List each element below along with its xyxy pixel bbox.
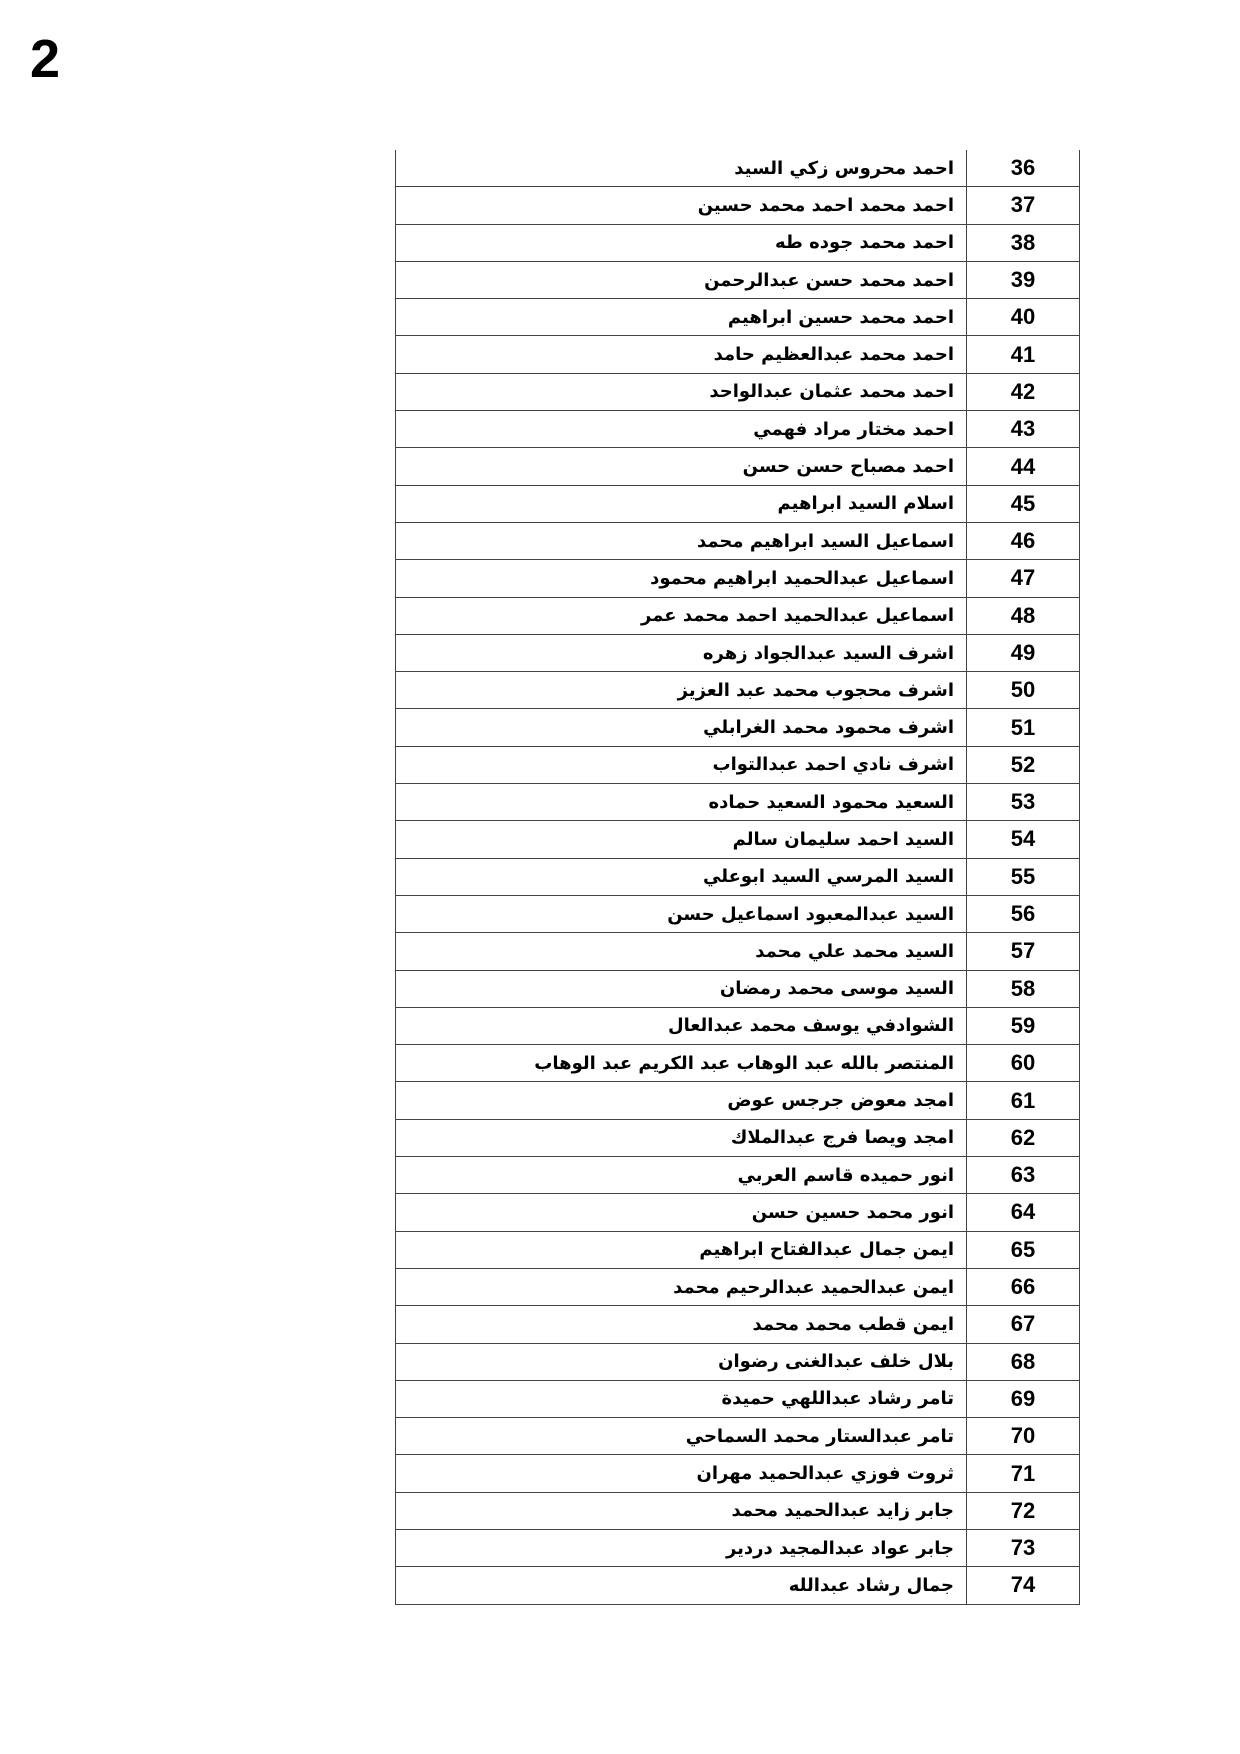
number-cell: 57 bbox=[967, 933, 1080, 970]
name-cell: امجد معوض جرجس عوض bbox=[396, 1082, 967, 1119]
name-cell: جمال رشاد عبدالله bbox=[396, 1567, 967, 1604]
table-row bbox=[396, 485, 1080, 522]
table-row bbox=[396, 1045, 1080, 1082]
table-row bbox=[396, 1306, 1080, 1343]
name-cell: الشوادفي يوسف محمد عبدالعال bbox=[396, 1007, 967, 1044]
number-cell: 65 bbox=[967, 1231, 1080, 1268]
number-cell: 40 bbox=[967, 299, 1080, 336]
name-cell: اسماعيل عبدالحميد احمد محمد عمر bbox=[396, 597, 967, 634]
table-row bbox=[396, 597, 1080, 634]
table-row bbox=[396, 336, 1080, 373]
number-cell: 71 bbox=[967, 1455, 1080, 1492]
number-cell: 62 bbox=[967, 1119, 1080, 1156]
table-row bbox=[396, 1455, 1080, 1492]
number-cell: 68 bbox=[967, 1343, 1080, 1380]
number-cell: 50 bbox=[967, 672, 1080, 709]
number-cell: 55 bbox=[967, 858, 1080, 895]
table-row bbox=[396, 933, 1080, 970]
number-cell: 47 bbox=[967, 560, 1080, 597]
name-cell: اشرف محجوب محمد عبد العزيز bbox=[396, 672, 967, 709]
table-row bbox=[396, 1343, 1080, 1380]
table-row bbox=[396, 1082, 1080, 1119]
name-cell: احمد محمد جوده طه bbox=[396, 224, 967, 261]
name-cell: اشرف محمود محمد الغرابلي bbox=[396, 709, 967, 746]
number-cell: 64 bbox=[967, 1194, 1080, 1231]
table-row bbox=[396, 560, 1080, 597]
number-cell: 41 bbox=[967, 336, 1080, 373]
number-cell: 67 bbox=[967, 1306, 1080, 1343]
name-cell: السيد محمد علي محمد bbox=[396, 933, 967, 970]
number-cell: 61 bbox=[967, 1082, 1080, 1119]
number-cell: 36 bbox=[967, 150, 1080, 187]
table-row bbox=[396, 224, 1080, 261]
name-cell: احمد محمد حسن عبدالرحمن bbox=[396, 261, 967, 298]
page-number: 2 bbox=[30, 29, 61, 89]
number-cell: 66 bbox=[967, 1268, 1080, 1305]
table-row bbox=[396, 784, 1080, 821]
number-cell: 56 bbox=[967, 895, 1080, 932]
table-row bbox=[396, 1157, 1080, 1194]
name-cell: جابر زايد عبدالحميد محمد bbox=[396, 1492, 967, 1529]
number-cell: 70 bbox=[967, 1418, 1080, 1455]
table-row bbox=[396, 1119, 1080, 1156]
number-cell: 48 bbox=[967, 597, 1080, 634]
name-cell: اسماعيل عبدالحميد ابراهيم محمود bbox=[396, 560, 967, 597]
name-cell: اشرف نادي احمد عبدالتواب bbox=[396, 746, 967, 783]
number-cell: 43 bbox=[967, 411, 1080, 448]
name-cell: السيد احمد سليمان سالم bbox=[396, 821, 967, 858]
table-row bbox=[396, 373, 1080, 410]
number-cell: 39 bbox=[967, 261, 1080, 298]
name-cell: احمد محمد عثمان عبدالواحد bbox=[396, 373, 967, 410]
name-cell: السيد عبدالمعبود اسماعيل حسن bbox=[396, 895, 967, 932]
name-cell: احمد محمد احمد محمد حسين bbox=[396, 187, 967, 224]
number-cell: 52 bbox=[967, 746, 1080, 783]
table-row bbox=[396, 672, 1080, 709]
number-cell: 74 bbox=[967, 1567, 1080, 1604]
number-cell: 49 bbox=[967, 634, 1080, 671]
name-cell: احمد مختار مراد فهمي bbox=[396, 411, 967, 448]
name-cell: السيد موسى محمد رمضان bbox=[396, 970, 967, 1007]
table-row bbox=[396, 261, 1080, 298]
table-row bbox=[396, 858, 1080, 895]
name-cell: ثروت فوزي عبدالحميد مهران bbox=[396, 1455, 967, 1492]
number-cell: 73 bbox=[967, 1529, 1080, 1566]
number-cell: 37 bbox=[967, 187, 1080, 224]
table-row bbox=[396, 634, 1080, 671]
name-cell: ايمن قطب محمد محمد bbox=[396, 1306, 967, 1343]
name-cell: اسماعيل السيد ابراهيم محمد bbox=[396, 522, 967, 559]
number-cell: 51 bbox=[967, 709, 1080, 746]
table-row bbox=[396, 821, 1080, 858]
names-table bbox=[395, 150, 1080, 1605]
name-cell: امجد ويصا فرج عبدالملاك bbox=[396, 1119, 967, 1156]
name-cell: ايمن جمال عبدالفتاح ابراهيم bbox=[396, 1231, 967, 1268]
table-row bbox=[396, 1380, 1080, 1417]
name-cell: احمد محمد حسين ابراهيم bbox=[396, 299, 967, 336]
number-cell: 58 bbox=[967, 970, 1080, 1007]
table-row bbox=[396, 1567, 1080, 1604]
name-cell: السعيد محمود السعيد حماده bbox=[396, 784, 967, 821]
table-row bbox=[396, 1268, 1080, 1305]
names-table-body bbox=[396, 150, 1080, 1604]
table-row bbox=[396, 1529, 1080, 1566]
table-row bbox=[396, 1231, 1080, 1268]
number-cell: 59 bbox=[967, 1007, 1080, 1044]
number-cell: 72 bbox=[967, 1492, 1080, 1529]
name-cell: احمد محروس زكي السيد bbox=[396, 150, 967, 187]
table-row bbox=[396, 1007, 1080, 1044]
name-cell: تامر عبدالستار محمد السماحي bbox=[396, 1418, 967, 1455]
name-cell: احمد مصباح حسن حسن bbox=[396, 448, 967, 485]
number-cell: 42 bbox=[967, 373, 1080, 410]
number-cell: 45 bbox=[967, 485, 1080, 522]
number-cell: 38 bbox=[967, 224, 1080, 261]
name-cell: ايمن عبدالحميد عبدالرحيم محمد bbox=[396, 1268, 967, 1305]
name-cell: السيد المرسي السيد ابوعلي bbox=[396, 858, 967, 895]
table-row bbox=[396, 1194, 1080, 1231]
table-row bbox=[396, 1418, 1080, 1455]
name-cell: جابر عواد عبدالمجيد دردير bbox=[396, 1529, 967, 1566]
number-cell: 44 bbox=[967, 448, 1080, 485]
table-row bbox=[396, 448, 1080, 485]
name-cell: انور حميده قاسم العربي bbox=[396, 1157, 967, 1194]
table-row bbox=[396, 746, 1080, 783]
number-cell: 53 bbox=[967, 784, 1080, 821]
table-row bbox=[396, 299, 1080, 336]
number-cell: 46 bbox=[967, 522, 1080, 559]
table-row bbox=[396, 411, 1080, 448]
table-row bbox=[396, 895, 1080, 932]
number-cell: 54 bbox=[967, 821, 1080, 858]
table-row bbox=[396, 522, 1080, 559]
name-cell: بلال خلف عبدالغنى رضوان bbox=[396, 1343, 967, 1380]
table-row bbox=[396, 709, 1080, 746]
name-cell: احمد محمد عبدالعظيم حامد bbox=[396, 336, 967, 373]
table-row bbox=[396, 187, 1080, 224]
name-cell: اشرف السيد عبدالجواد زهره bbox=[396, 634, 967, 671]
number-cell: 69 bbox=[967, 1380, 1080, 1417]
name-cell: اسلام السيد ابراهيم bbox=[396, 485, 967, 522]
number-cell: 60 bbox=[967, 1045, 1080, 1082]
number-cell: 63 bbox=[967, 1157, 1080, 1194]
table-row bbox=[396, 1492, 1080, 1529]
table-row bbox=[396, 970, 1080, 1007]
table-row bbox=[396, 150, 1080, 187]
name-cell: انور محمد حسين حسن bbox=[396, 1194, 967, 1231]
name-cell: المنتصر بالله عبد الوهاب عبد الكريم عبد الوهاب bbox=[396, 1045, 967, 1082]
name-cell: تامر رشاد عبداللهي حميدة bbox=[396, 1380, 967, 1417]
